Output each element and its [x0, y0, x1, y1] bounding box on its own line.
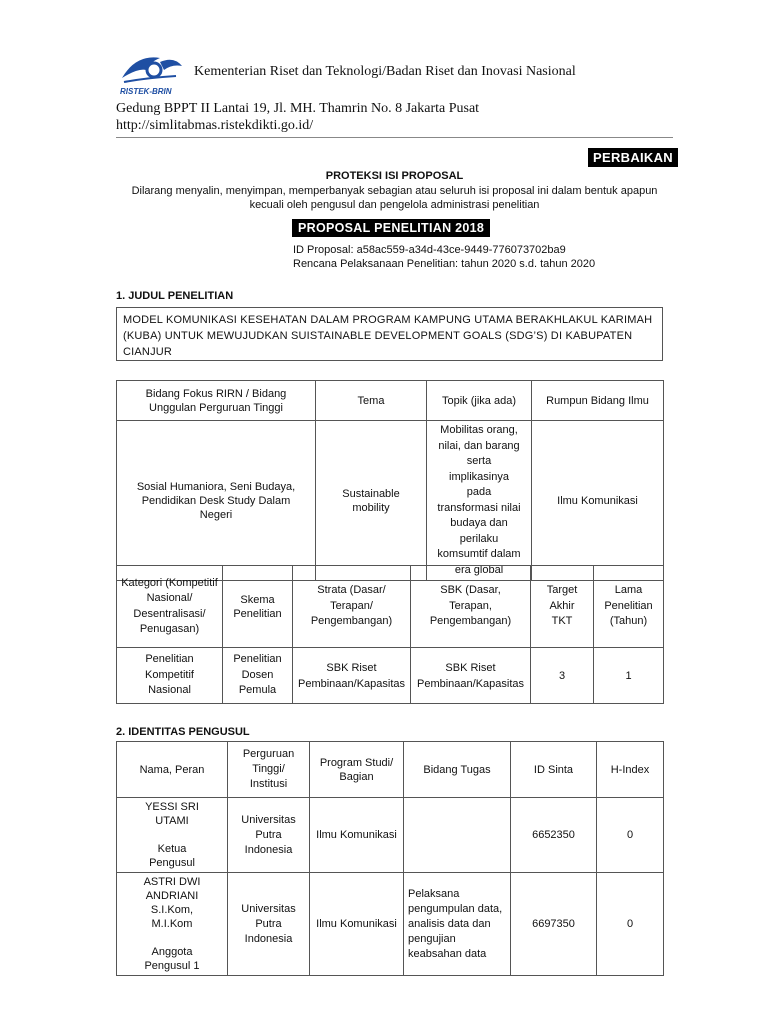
table-cell: Ilmu Komunikasi	[532, 421, 664, 581]
website-link: http://simlitabmas.ristekdikti.go.id/	[116, 118, 314, 133]
table-cell: SBK Riset Pembinaan/Kapasitas	[293, 648, 411, 704]
header-cell: Target Akhir TKT	[531, 566, 594, 648]
protection-line: kecuali oleh pengusul dan pengelola administrasi penelitian	[249, 199, 540, 211]
table-cell: Sustainable mobility	[316, 421, 427, 581]
header-cell: Skema Penelitian	[223, 566, 293, 648]
focus-table	[116, 380, 664, 581]
header-cell: Program Studi/ Bagian	[310, 742, 404, 798]
ministry-name: Kementerian Riset dan Teknologi/Badan Riset dan Inovasi Nasional	[194, 64, 576, 79]
table-row	[117, 648, 664, 704]
table-header-row	[117, 381, 664, 421]
table-header-row	[117, 566, 664, 648]
header-cell: Nama, Peran	[117, 742, 228, 798]
proposer-name: ASTRI DWI ANDRIANI S.I.Kom, M.I.Kom	[143, 876, 201, 930]
table-header-row	[117, 742, 664, 798]
table-cell: 3	[531, 648, 594, 704]
table-cell: 1	[594, 648, 664, 704]
header-cell: ID Sinta	[511, 742, 597, 798]
protection-title: PROTEKSI ISI PROPOSAL	[325, 170, 464, 182]
header-cell: Tema	[316, 381, 427, 421]
table-cell: Penelitian Kompetitif Nasional	[117, 648, 223, 704]
table-cell: 0	[597, 798, 664, 873]
proposer-role: Anggota Pengusul 1	[144, 946, 200, 972]
header-cell: SBK (Dasar, Terapan, Pengembangan)	[411, 566, 531, 648]
ristek-brin-logo	[116, 48, 188, 100]
header-cell: Lama Penelitian (Tahun)	[594, 566, 664, 648]
proposal-plan: Rencana Pelaksanaan Penelitian: tahun 2020 s.d. tahun 2020	[293, 258, 596, 270]
table-cell	[117, 798, 228, 873]
table-cell: 0	[597, 873, 664, 976]
address	[116, 100, 479, 134]
header-cell: Topik (jika ada)	[427, 381, 532, 421]
header-cell: Strata (Dasar/ Terapan/ Pengembangan)	[293, 566, 411, 648]
header-cell: Perguruan Tinggi/ Institusi	[228, 742, 310, 798]
address-line: Gedung BPPT II Lantai 19, Jl. MH. Thamrin No. 8 Jakarta Pusat	[116, 101, 480, 116]
proposal-info	[293, 243, 595, 271]
table-cell: 6652350	[511, 798, 597, 873]
logo-text: RISTEK-BRIN	[120, 87, 172, 96]
research-title: MODEL KOMUNIKASI KESEHATAN DALAM PROGRAM KAMPUNG UTAMA BERAKHLAKUL KARIMAH (KUBA) UNTUK MEWUJUDKAN SUISTAINABLE DEVELOPMENT GOALS (SDG’S) DI KABUPATEN CIANJUR	[116, 307, 663, 361]
table-cell: Pelaksana pengumpulan data, analisis data dan pengujian keabsahan data	[404, 873, 511, 976]
table-cell: SBK Riset Pembinaan/Kapasitas	[411, 648, 531, 704]
table-cell: Mobilitas orang, nilai, dan barang serta implikasinya pada transformasi nilai budaya dan perilaku komsumtif dalam era global	[427, 421, 532, 581]
proposer-table	[116, 741, 664, 976]
table-row	[117, 421, 664, 581]
protection-text	[116, 184, 673, 212]
proposer-name: YESSI SRI UTAMI	[145, 801, 199, 827]
header-cell: Rumpun Bidang Ilmu	[532, 381, 664, 421]
status-badge: PERBAIKAN	[588, 148, 678, 167]
table-cell: 6697350	[511, 873, 597, 976]
table-cell: Penelitian Dosen Pemula	[223, 648, 293, 704]
category-table	[116, 565, 664, 704]
proposal-badge: PROPOSAL PENELITIAN 2018	[292, 219, 490, 237]
proposer-role: Ketua Pengusul	[149, 843, 195, 869]
table-cell: Universitas Putra Indonesia	[228, 798, 310, 873]
protection-line: Dilarang menyalin, menyimpan, memperbanyak sebagian atau seluruh isi proposal ini dalam bentuk apapun	[131, 185, 658, 197]
table-cell: Ilmu Komunikasi	[310, 798, 404, 873]
table-cell: Ilmu Komunikasi	[310, 873, 404, 976]
header-cell: H-Index	[597, 742, 664, 798]
table-row	[117, 798, 664, 873]
table-row	[117, 873, 664, 976]
header-cell: Bidang Fokus RIRN / Bidang Unggulan Perguruan Tinggi	[117, 381, 316, 421]
divider	[116, 137, 673, 138]
section-heading: 1. JUDUL PENELITIAN	[116, 290, 234, 302]
proposal-id: ID Proposal: a58ac559-a34d-43ce-9449-776073702ba9	[293, 244, 566, 256]
table-cell: Sosial Humaniora, Seni Budaya, Pendidikan Desk Study Dalam Negeri	[117, 421, 316, 581]
table-cell: Universitas Putra Indonesia	[228, 873, 310, 976]
header-cell: Kategori (Kompetitif Nasional/ Desentralisasi/ Penugasan)	[117, 566, 223, 648]
section-heading: 2. IDENTITAS PENGUSUL	[116, 726, 250, 738]
table-cell	[404, 798, 511, 873]
header-cell: Bidang Tugas	[404, 742, 511, 798]
table-cell	[117, 873, 228, 976]
